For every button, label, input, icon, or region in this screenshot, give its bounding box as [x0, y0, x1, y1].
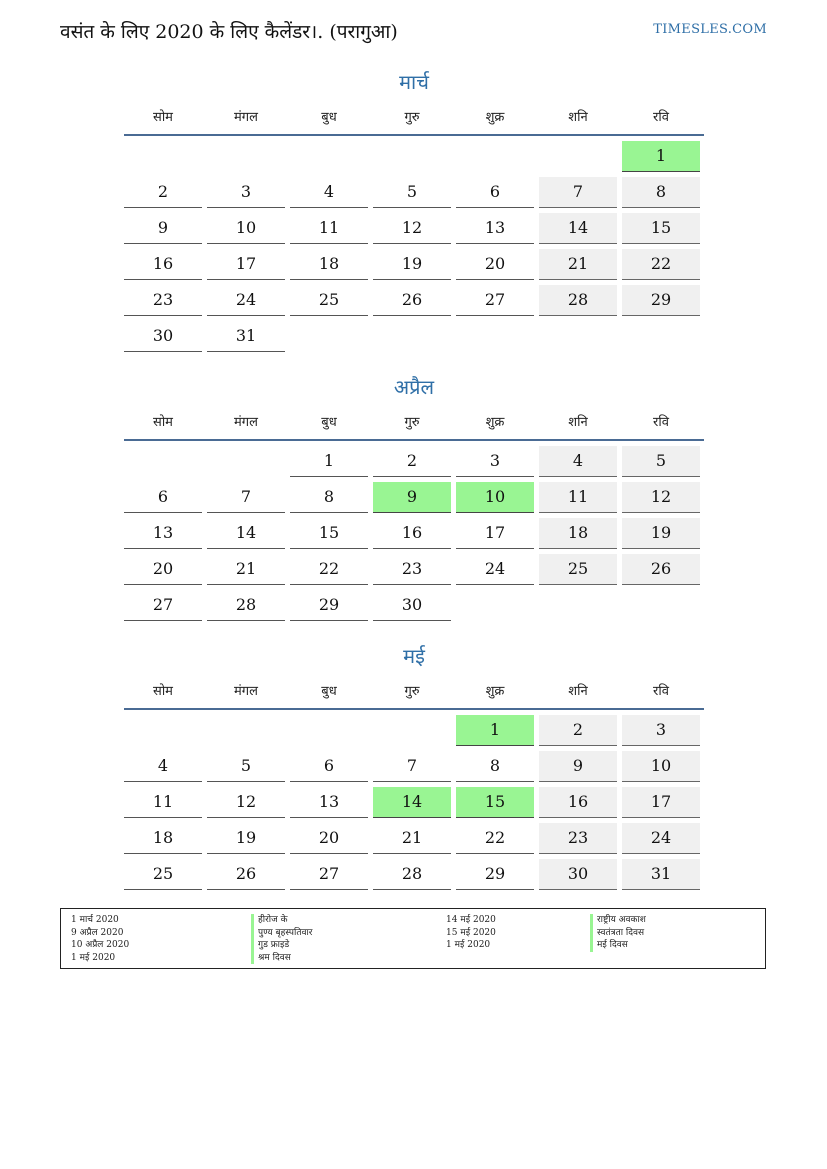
day-cell: 28 [207, 590, 285, 621]
legend-holiday-name: श्रम दिवस [251, 952, 312, 965]
weekday-label: शनि [568, 110, 588, 125]
weekday-label: सोम [153, 684, 173, 699]
day-cell: 11 [290, 213, 368, 244]
calendar-grid [124, 446, 704, 621]
empty-day-cell [207, 446, 285, 477]
holiday-day-cell: 1 [456, 715, 534, 746]
empty-day-cell [373, 715, 451, 746]
day-cell: 21 [207, 554, 285, 585]
day-cell: 16 [124, 249, 202, 280]
day-cell: 13 [290, 787, 368, 818]
weekend-day-cell: 31 [622, 859, 700, 890]
empty-day-cell [456, 141, 534, 172]
day-cell: 20 [124, 554, 202, 585]
weekday-label: मंगल [234, 684, 258, 699]
holiday-day-cell: 10 [456, 482, 534, 513]
weekday-label: मंगल [234, 415, 258, 430]
empty-day-cell [622, 590, 700, 621]
day-cell: 21 [373, 823, 451, 854]
calendar-week [124, 554, 704, 585]
day-cell: 4 [290, 177, 368, 208]
legend-holiday-name: मई दिवस [590, 939, 646, 952]
weekend-day-cell: 9 [539, 751, 617, 782]
day-cell: 27 [456, 285, 534, 316]
calendar-week [124, 321, 704, 352]
day-cell: 10 [207, 213, 285, 244]
weekday-label: सोम [153, 415, 173, 430]
calendar-week [124, 859, 704, 890]
day-cell: 7 [207, 482, 285, 513]
empty-day-cell [539, 321, 617, 352]
day-cell: 28 [373, 859, 451, 890]
day-cell: 22 [290, 554, 368, 585]
weekend-day-cell: 10 [622, 751, 700, 782]
day-cell: 8 [456, 751, 534, 782]
weekday-label: बुध [321, 415, 337, 430]
calendar-week [124, 446, 704, 477]
day-cell: 6 [124, 482, 202, 513]
weekday-label: शुक्र [485, 415, 505, 430]
holiday-day-cell: 15 [456, 787, 534, 818]
month-april [124, 373, 704, 626]
weekend-day-cell: 17 [622, 787, 700, 818]
day-cell: 29 [456, 859, 534, 890]
calendar-grid [124, 141, 704, 352]
empty-day-cell [539, 141, 617, 172]
header-divider [124, 439, 704, 441]
day-cell: 30 [373, 590, 451, 621]
legend-holiday-date: 1 मई 2020 [446, 940, 491, 950]
day-cell: 13 [456, 213, 534, 244]
weekend-day-cell: 28 [539, 285, 617, 316]
day-cell: 5 [373, 177, 451, 208]
legend-holiday-date: 9 अप्रैल 2020 [71, 927, 124, 938]
weekday-label: रवि [653, 684, 669, 699]
day-cell: 6 [456, 177, 534, 208]
day-cell: 4 [124, 751, 202, 782]
weekday-label: शुक्र [485, 110, 505, 125]
weekend-day-cell: 26 [622, 554, 700, 585]
weekend-day-cell: 18 [539, 518, 617, 549]
month-title: अप्रैल [393, 375, 435, 399]
weekend-day-cell: 8 [622, 177, 700, 208]
month-march [124, 68, 704, 357]
weekday-label: बुध [321, 684, 337, 699]
calendar-week [124, 751, 704, 782]
weekday-label: रवि [653, 415, 669, 430]
weekend-day-cell: 19 [622, 518, 700, 549]
empty-day-cell [124, 141, 202, 172]
day-cell: 23 [124, 285, 202, 316]
legend-holiday-date: 1 मार्च 2020 [71, 915, 119, 925]
legend-dates-a [71, 914, 129, 964]
month-may [124, 642, 704, 895]
calendar-week [124, 590, 704, 621]
day-cell: 24 [456, 554, 534, 585]
calendar-grid [124, 715, 704, 890]
day-cell: 17 [207, 249, 285, 280]
legend-holiday-date: 10 अप्रैल 2020 [71, 940, 130, 950]
weekend-day-cell: 22 [622, 249, 700, 280]
day-cell: 2 [373, 446, 451, 477]
weekday-header [124, 674, 704, 706]
month-title: मई [403, 644, 425, 668]
empty-day-cell [290, 715, 368, 746]
empty-day-cell [207, 141, 285, 172]
weekday-label: रवि [653, 110, 669, 125]
legend-holiday-name: हीरोज के [251, 914, 312, 927]
day-cell: 3 [207, 177, 285, 208]
weekend-day-cell: 15 [622, 213, 700, 244]
month-title: मार्च [399, 70, 429, 94]
weekend-day-cell: 16 [539, 787, 617, 818]
weekday-label: सोम [153, 110, 173, 125]
site-link[interactable]: TIMESLES.COM [653, 22, 767, 37]
weekday-label: गुरु [404, 110, 420, 125]
weekday-label: बुध [321, 110, 337, 125]
holiday-day-cell: 1 [622, 141, 700, 172]
day-cell: 16 [373, 518, 451, 549]
day-cell: 27 [124, 590, 202, 621]
legend-dates-b [446, 914, 496, 952]
calendar-week [124, 482, 704, 513]
calendar-week [124, 285, 704, 316]
day-cell: 9 [124, 213, 202, 244]
weekday-label: शनि [568, 684, 588, 699]
calendar-week [124, 715, 704, 746]
day-cell: 11 [124, 787, 202, 818]
empty-day-cell [622, 321, 700, 352]
day-cell: 6 [290, 751, 368, 782]
calendar-week [124, 787, 704, 818]
empty-day-cell [124, 715, 202, 746]
empty-day-cell [539, 590, 617, 621]
day-cell: 8 [290, 482, 368, 513]
weekday-header [124, 100, 704, 132]
day-cell: 18 [124, 823, 202, 854]
calendar-week [124, 249, 704, 280]
calendar-week [124, 518, 704, 549]
day-cell: 19 [207, 823, 285, 854]
weekend-day-cell: 11 [539, 482, 617, 513]
day-cell: 22 [456, 823, 534, 854]
holiday-day-cell: 9 [373, 482, 451, 513]
calendar-week [124, 213, 704, 244]
day-cell: 12 [373, 213, 451, 244]
legend-holiday-name: गुड फ्राइडे [251, 939, 312, 952]
legend-holiday-date: 1 मई 2020 [71, 952, 116, 963]
empty-day-cell [290, 141, 368, 172]
weekday-label: मंगल [234, 110, 258, 125]
weekday-label: शनि [568, 415, 588, 430]
page-title: वसंत के लिए 2020 के लिए कैलेंडर।. (परागुआ) [60, 21, 398, 43]
header-divider [124, 134, 704, 136]
day-cell: 23 [373, 554, 451, 585]
weekend-day-cell: 21 [539, 249, 617, 280]
day-cell: 26 [373, 285, 451, 316]
weekday-header [124, 405, 704, 437]
weekend-day-cell: 14 [539, 213, 617, 244]
holiday-legend [60, 908, 766, 969]
calendar-week [124, 141, 704, 172]
day-cell: 12 [207, 787, 285, 818]
legend-holiday-name: स्वतंत्रता दिवस [590, 927, 646, 940]
day-cell: 17 [456, 518, 534, 549]
legend-holiday-name: राष्ट्रीय अवकाश [590, 914, 646, 927]
empty-day-cell [373, 141, 451, 172]
day-cell: 13 [124, 518, 202, 549]
weekend-day-cell: 23 [539, 823, 617, 854]
weekend-day-cell: 2 [539, 715, 617, 746]
day-cell: 15 [290, 518, 368, 549]
day-cell: 29 [290, 590, 368, 621]
holiday-day-cell: 14 [373, 787, 451, 818]
day-cell: 5 [207, 751, 285, 782]
day-cell: 24 [207, 285, 285, 316]
legend-holiday-name: पुण्य बृहस्पतिवार [251, 927, 312, 940]
weekend-day-cell: 30 [539, 859, 617, 890]
header-divider [124, 708, 704, 710]
weekend-day-cell: 29 [622, 285, 700, 316]
day-cell: 30 [124, 321, 202, 352]
calendar-week [124, 823, 704, 854]
day-cell: 18 [290, 249, 368, 280]
day-cell: 19 [373, 249, 451, 280]
day-cell: 20 [290, 823, 368, 854]
empty-day-cell [207, 715, 285, 746]
day-cell: 25 [290, 285, 368, 316]
day-cell: 27 [290, 859, 368, 890]
empty-day-cell [456, 321, 534, 352]
weekend-day-cell: 25 [539, 554, 617, 585]
weekend-day-cell: 3 [622, 715, 700, 746]
day-cell: 25 [124, 859, 202, 890]
weekend-day-cell: 24 [622, 823, 700, 854]
day-cell: 20 [456, 249, 534, 280]
weekday-label: शुक्र [485, 684, 505, 699]
legend-holiday-date: 15 मई 2020 [446, 927, 496, 938]
weekend-day-cell: 5 [622, 446, 700, 477]
day-cell: 3 [456, 446, 534, 477]
empty-day-cell [456, 590, 534, 621]
calendar-week [124, 177, 704, 208]
empty-day-cell [124, 446, 202, 477]
empty-day-cell [290, 321, 368, 352]
day-cell: 31 [207, 321, 285, 352]
day-cell: 7 [373, 751, 451, 782]
day-cell: 2 [124, 177, 202, 208]
day-cell: 26 [207, 859, 285, 890]
legend-names-b [590, 914, 646, 952]
empty-day-cell [373, 321, 451, 352]
weekend-day-cell: 4 [539, 446, 617, 477]
weekday-label: गुरु [404, 684, 420, 699]
weekday-label: गुरु [404, 415, 420, 430]
legend-holiday-date: 14 मई 2020 [446, 915, 496, 925]
weekend-day-cell: 12 [622, 482, 700, 513]
day-cell: 1 [290, 446, 368, 477]
legend-names-a [251, 914, 312, 964]
weekend-day-cell: 7 [539, 177, 617, 208]
day-cell: 14 [207, 518, 285, 549]
